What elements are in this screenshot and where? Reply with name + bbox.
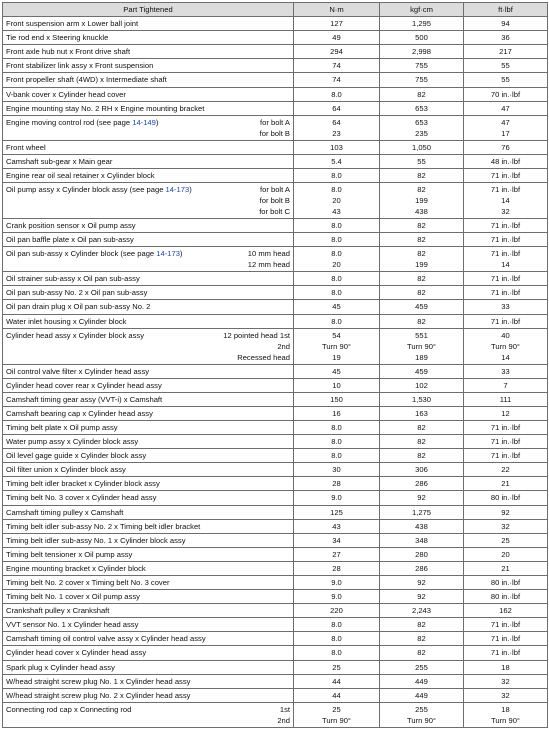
nm-value-cell: 294: [294, 45, 380, 59]
nm-value: 25: [332, 704, 341, 714]
ftlbf-value-cell: 55: [464, 59, 548, 73]
part-tightened-cell: Oil strainer sub-assy x Oil pan sub-assy: [3, 272, 294, 286]
table-row: [3, 286, 548, 300]
kgf-value: 551: [415, 330, 428, 340]
kgf-value: 82: [417, 249, 426, 259]
part-name-suffix: ): [155, 117, 159, 127]
nm-value: 20: [332, 196, 341, 206]
ftlbf-value: 40: [501, 330, 510, 340]
kgf-value-cell: [380, 702, 464, 727]
kgf-value-cell: 163: [380, 406, 464, 420]
ftlbf-value-cell: 92: [464, 505, 548, 519]
nm-value-cell: 9.0: [294, 576, 380, 590]
nm-value-cell: 28: [294, 477, 380, 491]
nm-value: 20: [332, 260, 341, 270]
nm-value-cell: 150: [294, 392, 380, 406]
kgf-value-cell: 82: [380, 646, 464, 660]
part-tightened-cell: Oil filter union x Cylinder block assy: [3, 463, 294, 477]
ftlbf-value-cell: 162: [464, 604, 548, 618]
part-tightened-cell: Front suspension arm x Lower ball joint: [3, 17, 294, 31]
kgf-value-cell: 82: [380, 632, 464, 646]
ftlbf-value-cell: [464, 115, 548, 140]
kgf-value-cell: 306: [380, 463, 464, 477]
kgf-value: 199: [415, 260, 428, 270]
table-row: [3, 646, 548, 660]
ftlbf-value: Turn 90°: [491, 715, 520, 725]
table-row: [3, 101, 548, 115]
part-tightened-cell: Oil pan drain plug x Oil pan sub-assy No. 2: [3, 300, 294, 314]
table-row: [3, 31, 548, 45]
ftlbf-value-cell: 32: [464, 519, 548, 533]
table-row: [3, 688, 548, 702]
nm-value-cell: 64: [294, 101, 380, 115]
nm-value-cell: 8.0: [294, 286, 380, 300]
part-tightened-cell: Timing belt idler bracket x Cylinder block assy: [3, 477, 294, 491]
part-tightened-cell: Cylinder head cover rear x Cylinder head assy: [3, 378, 294, 392]
nm-value-cell: 5.4: [294, 154, 380, 168]
condition-label: Recessed head: [237, 352, 290, 362]
nm-value-cell: 74: [294, 73, 380, 87]
nm-value-cell: 27: [294, 547, 380, 561]
kgf-value-cell: 2,998: [380, 45, 464, 59]
nm-value-cell: 25: [294, 660, 380, 674]
nm-value-cell: 9.0: [294, 590, 380, 604]
nm-value-cell: 28: [294, 561, 380, 575]
table-row: [3, 87, 548, 101]
ftlbf-value-cell: 94: [464, 17, 548, 31]
nm-value-cell: 127: [294, 17, 380, 31]
nm-value: 8.0: [331, 249, 342, 259]
part-tightened-cell: Timing belt plate x Oil pump assy: [3, 420, 294, 434]
part-tightened-cell: [3, 702, 294, 727]
table-row: [3, 406, 548, 420]
part-tightened-cell: Front stabilizer link assy x Front suspension: [3, 59, 294, 73]
kgf-value-cell: 286: [380, 477, 464, 491]
table-row: [3, 420, 548, 434]
ftlbf-value-cell: 32: [464, 688, 548, 702]
part-name-text: Oil pan sub-assy x Cylinder block (see page: [6, 249, 157, 259]
kgf-value-cell: 286: [380, 561, 464, 575]
part-tightened-cell: Crankshaft pulley x Crankshaft: [3, 604, 294, 618]
kgf-value-cell: 449: [380, 674, 464, 688]
table-row: [3, 168, 548, 182]
kgf-value-cell: 82: [380, 87, 464, 101]
ftlbf-value: 14: [501, 352, 510, 362]
part-tightened-cell: Camshaft timing pulley x Camshaft: [3, 505, 294, 519]
kgf-value-cell: 348: [380, 533, 464, 547]
nm-value-cell: 8.0: [294, 168, 380, 182]
ftlbf-value-cell: 71 in.·lbf: [464, 435, 548, 449]
table-row: [3, 59, 548, 73]
kgf-value-cell: 1,295: [380, 17, 464, 31]
kgf-value-cell: 92: [380, 491, 464, 505]
kgf-value-cell: 500: [380, 31, 464, 45]
table-row: [3, 247, 548, 272]
nm-value-cell: 45: [294, 364, 380, 378]
part-tightened-cell: Cylinder head cover x Cylinder head assy: [3, 646, 294, 660]
nm-value-cell: [294, 702, 380, 727]
part-tightened-cell: Oil pan baffle plate x Oil pan sub-assy: [3, 233, 294, 247]
part-tightened-cell: Front propeller shaft (4WD) x Intermediate shaft: [3, 73, 294, 87]
nm-value-cell: 45: [294, 300, 380, 314]
ftlbf-value-cell: 71 in.·lbf: [464, 272, 548, 286]
ftlbf-value-cell: 71 in.·lbf: [464, 286, 548, 300]
part-name: [6, 117, 158, 128]
part-tightened-cell: V-bank cover x Cylinder head cover: [3, 87, 294, 101]
kgf-value-cell: 2,243: [380, 604, 464, 618]
kgf-value-cell: 755: [380, 73, 464, 87]
torque-spec-table: [2, 2, 548, 728]
ftlbf-value: 17: [501, 128, 510, 138]
part-name-text: Oil pump assy x Cylinder block assy (see page: [6, 185, 166, 195]
nm-value-cell: 8.0: [294, 646, 380, 660]
ftlbf-value-cell: 47: [464, 101, 548, 115]
kgf-value-cell: [380, 328, 464, 364]
condition-label: 2nd: [277, 341, 290, 351]
kgf-value-cell: 102: [380, 378, 464, 392]
ftlbf-value: 47: [501, 117, 510, 127]
table-row: [3, 674, 548, 688]
kgf-value: 438: [415, 207, 428, 217]
kgf-value-cell: 82: [380, 272, 464, 286]
condition-label: 2nd: [277, 715, 290, 725]
ftlbf-value-cell: 33: [464, 364, 548, 378]
table-body: [3, 17, 548, 728]
ftlbf-value-cell: 7: [464, 378, 548, 392]
kgf-value: 653: [415, 117, 428, 127]
kgf-value-cell: 82: [380, 449, 464, 463]
page-reference-link[interactable]: 14-149: [132, 117, 156, 127]
part-tightened-cell: Oil level gage guide x Cylinder block assy: [3, 449, 294, 463]
table-row: [3, 632, 548, 646]
kgf-value: 82: [417, 185, 426, 195]
ftlbf-value-cell: 55: [464, 73, 548, 87]
part-tightened-cell: Timing belt tensioner x Oil pump assy: [3, 547, 294, 561]
kgf-value: Turn 90°: [407, 341, 436, 351]
part-tightened-cell: W/head straight screw plug No. 1 x Cylinder head assy: [3, 674, 294, 688]
kgf-value-cell: 459: [380, 364, 464, 378]
table-row: [3, 604, 548, 618]
part-name-text: Engine moving control rod (see page: [6, 117, 133, 127]
ftlbf-value-cell: 80 in.·lbf: [464, 590, 548, 604]
header-row: [3, 3, 548, 17]
table-row: [3, 392, 548, 406]
ftlbf-value: 14: [501, 260, 510, 270]
kgf-value-cell: 82: [380, 219, 464, 233]
nm-value-cell: 8.0: [294, 632, 380, 646]
kgf-value-cell: 280: [380, 547, 464, 561]
nm-value-cell: 44: [294, 674, 380, 688]
nm-value: 8.0: [331, 185, 342, 195]
ftlbf-value-cell: [464, 328, 548, 364]
part-tightened-cell: [3, 247, 294, 272]
table-row: [3, 519, 548, 533]
part-tightened-cell: W/head straight screw plug No. 2 x Cylinder head assy: [3, 688, 294, 702]
part-tightened-cell: Spark plug x Cylinder head assy: [3, 660, 294, 674]
condition-label: 10 mm head: [247, 249, 290, 259]
kgf-value-cell: 82: [380, 314, 464, 328]
table-row: [3, 378, 548, 392]
part-tightened-cell: Crank position sensor x Oil pump assy: [3, 219, 294, 233]
table-row: [3, 449, 548, 463]
condition-label: for bolt A: [260, 185, 290, 195]
part-name: [6, 704, 131, 715]
nm-value-cell: 8.0: [294, 272, 380, 286]
part-name: [6, 330, 144, 341]
kgf-value-cell: [380, 247, 464, 272]
kgf-value-cell: [380, 115, 464, 140]
kgf-value-cell: 82: [380, 435, 464, 449]
table-row: [3, 233, 548, 247]
part-tightened-cell: Camshaft timing gear assy (VVT-i) x Camshaft: [3, 392, 294, 406]
table-row: [3, 547, 548, 561]
ftlbf-value-cell: 71 in.·lbf: [464, 219, 548, 233]
ftlbf-value-cell: [464, 247, 548, 272]
ftlbf-value-cell: 20: [464, 547, 548, 561]
nm-value-cell: 8.0: [294, 233, 380, 247]
ftlbf-value-cell: 80 in.·lbf: [464, 491, 548, 505]
ftlbf-value-cell: [464, 702, 548, 727]
table-row: [3, 505, 548, 519]
ftlbf-value: 14: [501, 196, 510, 206]
part-tightened-cell: Timing belt No. 2 cover x Timing belt No. 3 cover: [3, 576, 294, 590]
ftlbf-value-cell: 71 in.·lbf: [464, 314, 548, 328]
ftlbf-value: 71 in.·lbf: [490, 185, 521, 195]
table-row: [3, 660, 548, 674]
ftlbf-value-cell: 22: [464, 463, 548, 477]
part-name: [6, 248, 182, 259]
part-tightened-cell: Oil control valve filter x Cylinder head assy: [3, 364, 294, 378]
nm-value-cell: 220: [294, 604, 380, 618]
nm-value-cell: 30: [294, 463, 380, 477]
part-name: [6, 184, 192, 195]
nm-value-cell: 49: [294, 31, 380, 45]
table-row: [3, 115, 548, 140]
ftlbf-value: 32: [501, 207, 510, 217]
kgf-value-cell: 1,275: [380, 505, 464, 519]
kgf-value: 199: [415, 196, 428, 206]
condition-label: for bolt C: [259, 207, 290, 217]
ftlbf-value-cell: 71 in.·lbf: [464, 233, 548, 247]
part-tightened-cell: Engine rear oil seal retainer x Cylinder block: [3, 168, 294, 182]
kgf-value-cell: 82: [380, 168, 464, 182]
part-tightened-cell: Timing belt No. 3 cover x Cylinder head assy: [3, 491, 294, 505]
kgf-value-cell: 82: [380, 420, 464, 434]
part-tightened-cell: Timing belt No. 1 cover x Oil pump assy: [3, 590, 294, 604]
nm-value-cell: 8.0: [294, 420, 380, 434]
kgf-value: 235: [415, 128, 428, 138]
table-row: [3, 590, 548, 604]
ftlbf-value-cell: 217: [464, 45, 548, 59]
kgf-value-cell: 755: [380, 59, 464, 73]
ftlbf-value-cell: 71 in.·lbf: [464, 618, 548, 632]
table-row: [3, 154, 548, 168]
nm-value-cell: 8.0: [294, 435, 380, 449]
condition-label: for bolt B: [259, 128, 290, 138]
nm-value-cell: 8.0: [294, 219, 380, 233]
kgf-value-cell: 55: [380, 154, 464, 168]
part-name-suffix: ): [189, 185, 192, 195]
ftlbf-value-cell: 33: [464, 300, 548, 314]
ftlbf-value-cell: 76: [464, 140, 548, 154]
ftlbf-value-cell: 25: [464, 533, 548, 547]
part-tightened-cell: Oil pan sub-assy No. 2 x Oil pan sub-assy: [3, 286, 294, 300]
nm-value-cell: 44: [294, 688, 380, 702]
nm-value: 54: [332, 330, 341, 340]
table-row: [3, 463, 548, 477]
ftlbf-value-cell: 71 in.·lbf: [464, 632, 548, 646]
kgf-value: Turn 90°: [407, 715, 436, 725]
kgf-value-cell: 82: [380, 233, 464, 247]
ftlbf-value-cell: 48 in.·lbf: [464, 154, 548, 168]
page-reference-link[interactable]: 14-173: [156, 249, 180, 259]
part-name-suffix: ): [179, 249, 183, 259]
ftlbf-value-cell: 32: [464, 674, 548, 688]
table-row: [3, 17, 548, 31]
table-row: [3, 272, 548, 286]
kgf-value-cell: 1,530: [380, 392, 464, 406]
table-row: [3, 300, 548, 314]
ftlbf-value-cell: 36: [464, 31, 548, 45]
kgf-value-cell: 82: [380, 618, 464, 632]
nm-value-cell: [294, 183, 380, 219]
kgf-value-cell: 92: [380, 590, 464, 604]
ftlbf-value-cell: 18: [464, 660, 548, 674]
kgf-value-cell: 459: [380, 300, 464, 314]
kgf-value-cell: 653: [380, 101, 464, 115]
table-row: [3, 314, 548, 328]
table-row: [3, 491, 548, 505]
ftlbf-value-cell: 71 in.·lbf: [464, 646, 548, 660]
kgf-value-cell: 82: [380, 286, 464, 300]
table-row: [3, 435, 548, 449]
part-tightened-cell: Timing belt idler sub-assy No. 2 x Timing belt idler bracket: [3, 519, 294, 533]
part-tightened-cell: Front wheel: [3, 140, 294, 154]
nm-value-cell: 9.0: [294, 491, 380, 505]
condition-label: 12 pointed head 1st: [223, 330, 290, 340]
table-row: [3, 576, 548, 590]
nm-value-cell: [294, 115, 380, 140]
kgf-value-cell: 255: [380, 660, 464, 674]
part-tightened-cell: [3, 183, 294, 219]
nm-value-cell: 125: [294, 505, 380, 519]
nm-value-cell: 10: [294, 378, 380, 392]
ftlbf-value-cell: 71 in.·lbf: [464, 449, 548, 463]
nm-value-cell: 103: [294, 140, 380, 154]
nm-value: 43: [332, 207, 341, 217]
nm-value-cell: 16: [294, 406, 380, 420]
nm-value: 19: [332, 352, 341, 362]
table-row: [3, 45, 548, 59]
kgf-value-cell: 438: [380, 519, 464, 533]
table-row: [3, 618, 548, 632]
part-tightened-cell: Camshaft sub-gear x Main gear: [3, 154, 294, 168]
nm-value-cell: 8.0: [294, 314, 380, 328]
nm-value-cell: 8.0: [294, 618, 380, 632]
nm-value-cell: 43: [294, 519, 380, 533]
nm-value: 23: [332, 128, 341, 138]
part-tightened-cell: Camshaft timing oil control valve assy x Cylinder head assy: [3, 632, 294, 646]
nm-value-cell: [294, 247, 380, 272]
part-tightened-cell: Tie rod end x Steering knuckle: [3, 31, 294, 45]
part-tightened-cell: Engine mounting bracket x Cylinder block: [3, 561, 294, 575]
header-nm: N·m: [294, 3, 380, 17]
nm-value-cell: 8.0: [294, 87, 380, 101]
condition-label: for bolt B: [259, 196, 290, 206]
ftlbf-value-cell: 21: [464, 561, 548, 575]
part-tightened-cell: [3, 328, 294, 364]
table-row: [3, 183, 548, 219]
table-row: [3, 219, 548, 233]
table-row: [3, 364, 548, 378]
header-kgf-cm: kgf·cm: [380, 3, 464, 17]
part-tightened-cell: Engine mounting stay No. 2 RH x Engine mounting bracket: [3, 101, 294, 115]
table-row: [3, 702, 548, 727]
part-tightened-cell: [3, 115, 294, 140]
header-part-tightened: Part Tightened: [3, 3, 294, 17]
kgf-value: 255: [415, 704, 428, 714]
page-reference-link[interactable]: 14-173: [165, 185, 190, 195]
part-tightened-cell: Timing belt idler sub-assy No. 1 x Cylinder block assy: [3, 533, 294, 547]
header-ft-lbf: ft·lbf: [464, 3, 548, 17]
kgf-value: 189: [415, 352, 428, 362]
nm-value: Turn 90°: [322, 715, 351, 725]
ftlbf-value: Turn 90°: [491, 341, 520, 351]
part-tightened-cell: Water inlet housing x Cylinder block: [3, 314, 294, 328]
table-row: [3, 533, 548, 547]
table-row: [3, 140, 548, 154]
kgf-value-cell: 449: [380, 688, 464, 702]
ftlbf-value-cell: [464, 183, 548, 219]
ftlbf-value-cell: 70 in.·lbf: [464, 87, 548, 101]
part-tightened-cell: Camshaft bearing cap x Cylinder head assy: [3, 406, 294, 420]
ftlbf-value: 18: [501, 704, 510, 714]
ftlbf-value-cell: 71 in.·lbf: [464, 420, 548, 434]
part-tightened-cell: Front axle hub nut x Front drive shaft: [3, 45, 294, 59]
nm-value-cell: 34: [294, 533, 380, 547]
condition-label: 12 mm head: [247, 260, 290, 270]
nm-value-cell: 74: [294, 59, 380, 73]
table-row: [3, 73, 548, 87]
part-name-text: Cylinder head assy x Cylinder block assy: [6, 330, 145, 340]
condition-label: for bolt A: [260, 117, 290, 127]
part-tightened-cell: Water pump assy x Cylinder block assy: [3, 435, 294, 449]
kgf-value-cell: 1,050: [380, 140, 464, 154]
kgf-value-cell: 92: [380, 576, 464, 590]
nm-value: Turn 90°: [322, 341, 351, 351]
kgf-value-cell: [380, 183, 464, 219]
nm-value: 64: [332, 117, 341, 127]
nm-value-cell: [294, 328, 380, 364]
ftlbf-value-cell: 71 in.·lbf: [464, 168, 548, 182]
ftlbf-value-cell: 12: [464, 406, 548, 420]
ftlbf-value: 71 in.·lbf: [490, 249, 521, 259]
part-name-text: Connecting rod cap x Connecting rod: [6, 704, 132, 714]
condition-label: 1st: [279, 704, 290, 714]
nm-value-cell: 8.0: [294, 449, 380, 463]
table-row: [3, 328, 548, 364]
ftlbf-value-cell: 80 in.·lbf: [464, 576, 548, 590]
ftlbf-value-cell: 21: [464, 477, 548, 491]
table-row: [3, 477, 548, 491]
table-row: [3, 561, 548, 575]
part-tightened-cell: VVT sensor No. 1 x Cylinder head assy: [3, 618, 294, 632]
ftlbf-value-cell: 111: [464, 392, 548, 406]
